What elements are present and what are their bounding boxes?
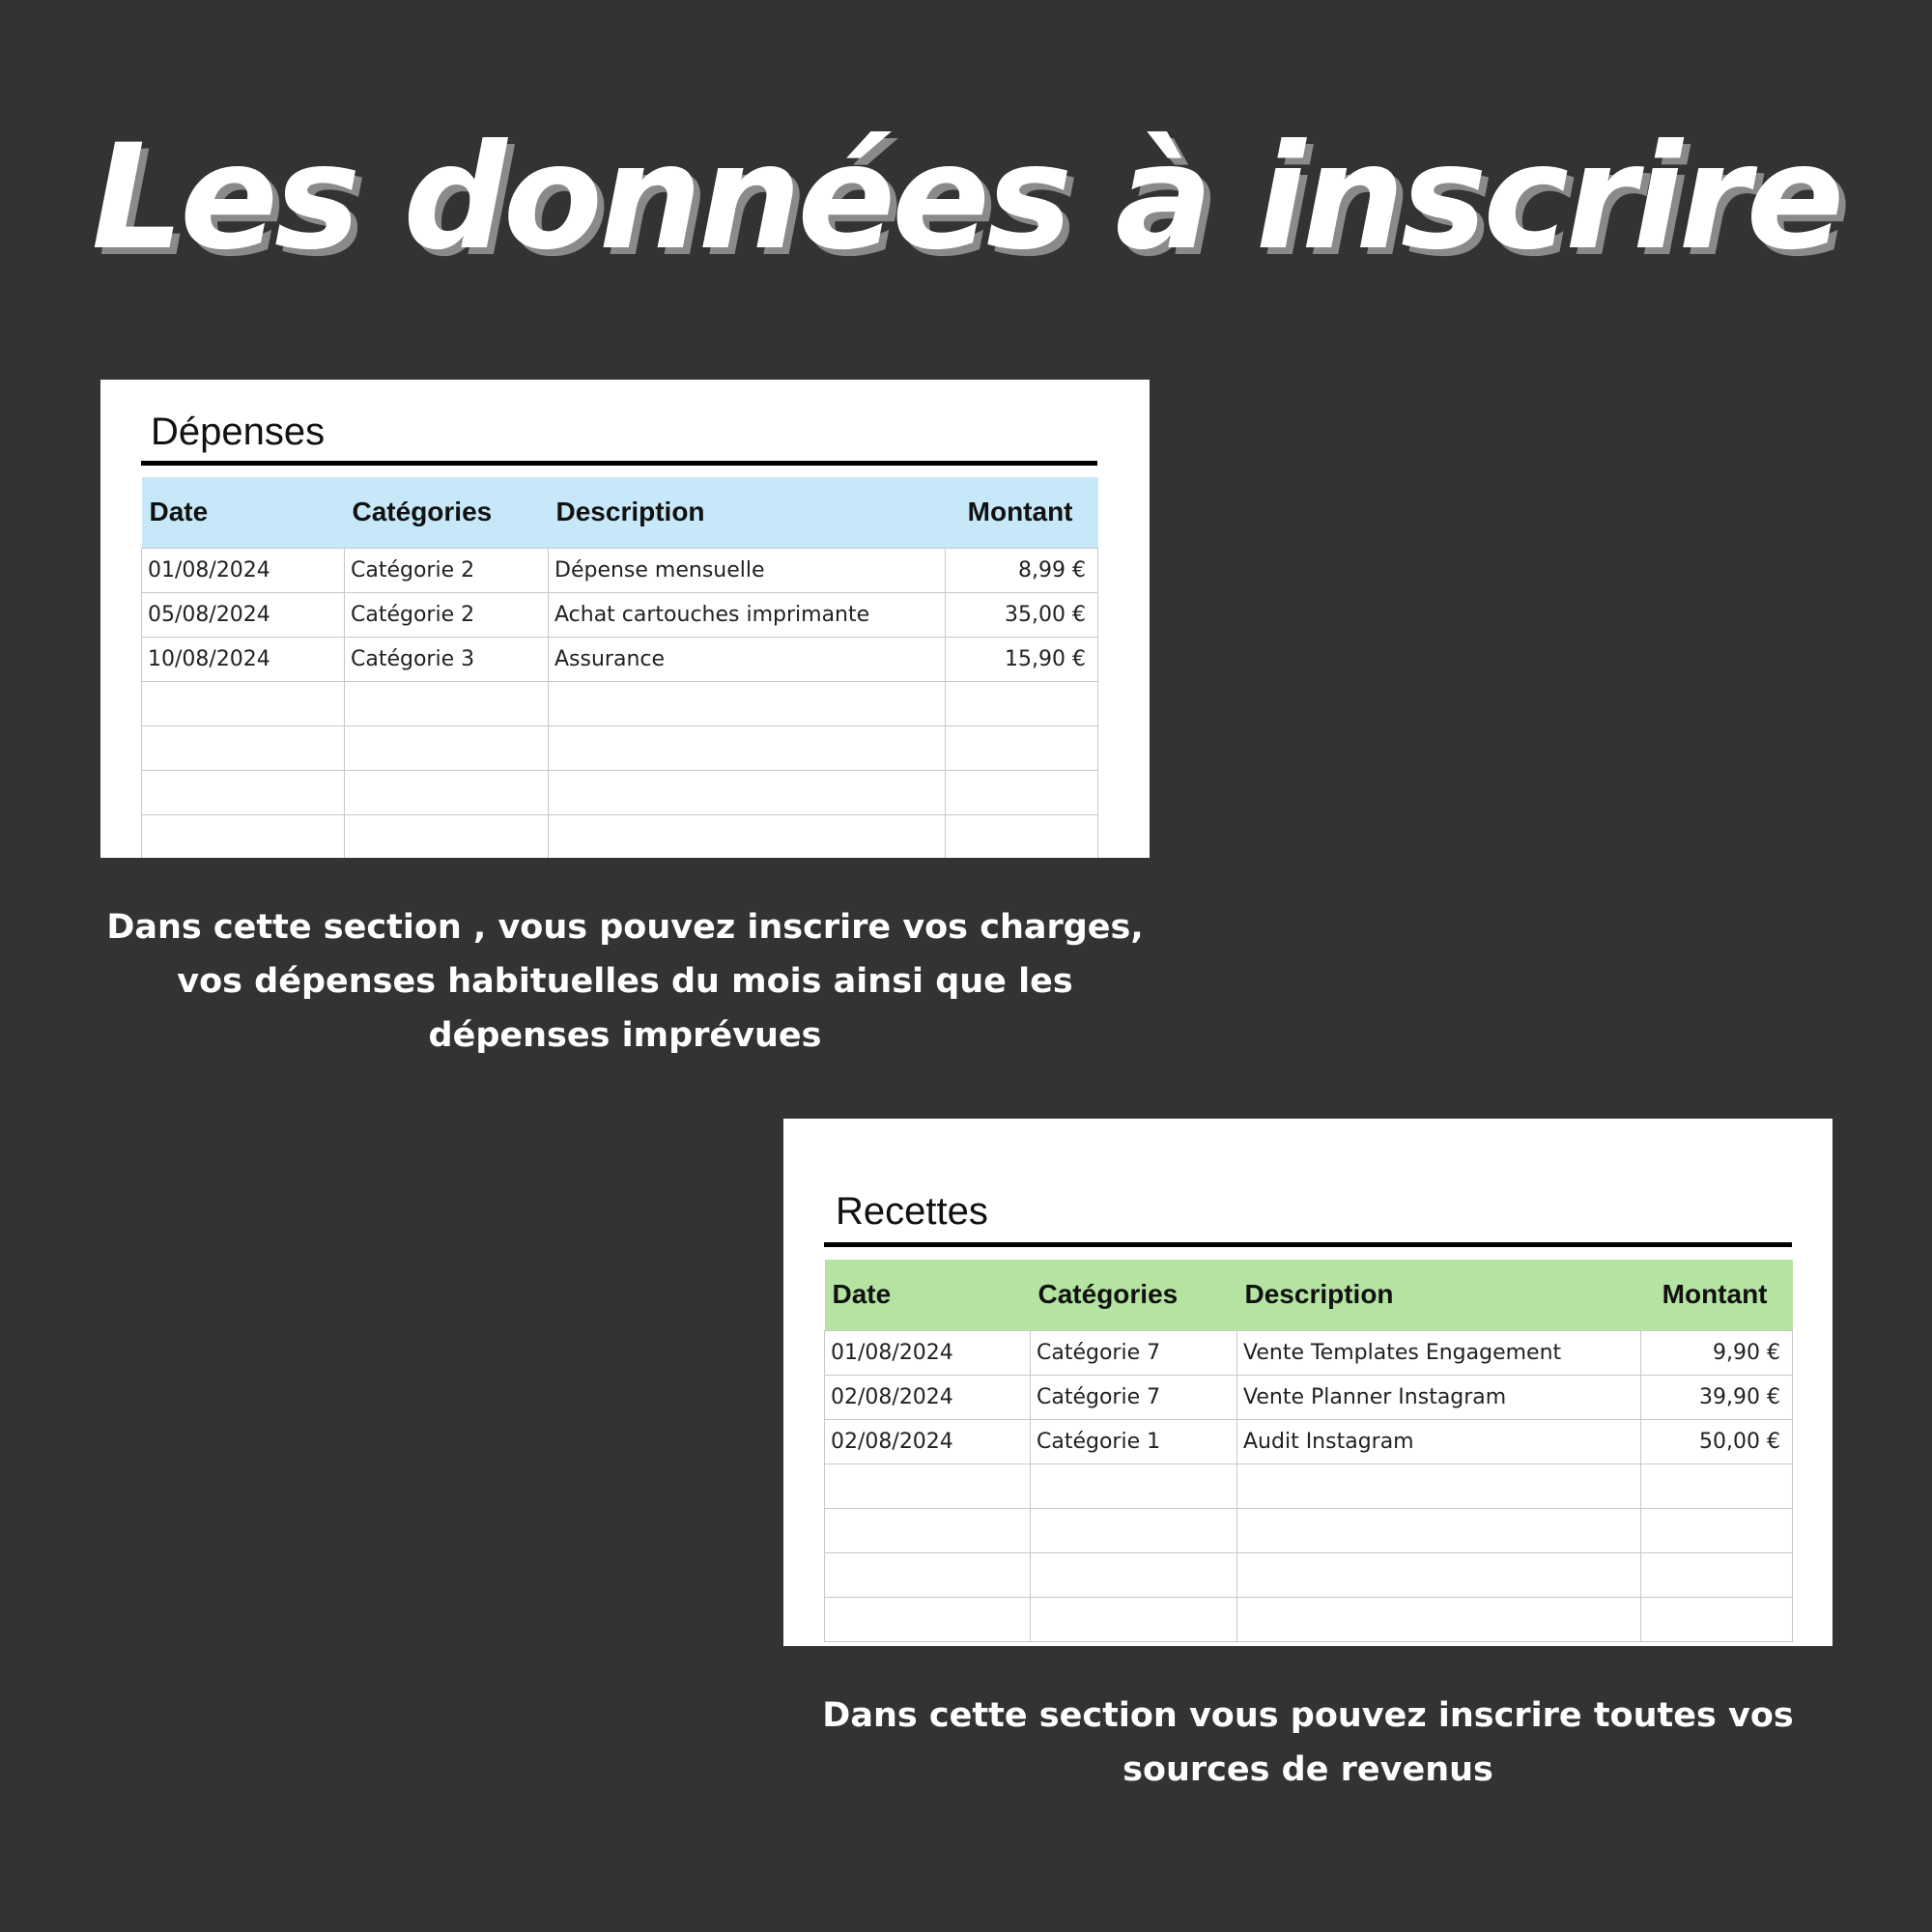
empty-cell	[549, 681, 946, 725]
empty-row	[142, 725, 1098, 770]
cell-amount: 15,90 €	[946, 637, 1098, 681]
cell-category: Catégorie 7	[1031, 1330, 1237, 1375]
column-header-date: Date	[832, 1279, 892, 1310]
cell-date: 05/08/2024	[142, 592, 345, 637]
page-title: Les données à inscrire	[91, 114, 1841, 282]
expenses-title-rule	[141, 461, 1097, 466]
column-header-amount: Montant	[967, 497, 1073, 527]
column-header-description: Description	[555, 497, 705, 527]
empty-cell	[1237, 1508, 1641, 1552]
empty-row	[825, 1463, 1793, 1508]
table-row	[142, 637, 1098, 681]
expenses-header-row	[142, 477, 1098, 548]
empty-cell	[345, 725, 549, 770]
empty-row	[142, 770, 1098, 814]
column-header-amount: Montant	[1662, 1279, 1768, 1310]
column-header-categories: Catégories	[1037, 1279, 1179, 1310]
empty-cell	[825, 1508, 1031, 1552]
empty-cell	[825, 1597, 1031, 1641]
empty-cell	[142, 814, 345, 858]
cell-date: 01/08/2024	[142, 548, 345, 592]
empty-cell	[1237, 1597, 1641, 1641]
cell-description: Dépense mensuelle	[549, 548, 946, 592]
empty-cell	[1031, 1597, 1237, 1641]
income-title-rule	[824, 1242, 1792, 1247]
empty-cell	[946, 814, 1098, 858]
cell-description: Vente Templates Engagement	[1237, 1330, 1641, 1375]
empty-row	[142, 814, 1098, 858]
empty-cell	[549, 725, 946, 770]
table-row	[825, 1419, 1793, 1463]
cell-date: 10/08/2024	[142, 637, 345, 681]
cell-description: Achat cartouches imprimante	[549, 592, 946, 637]
empty-cell	[1031, 1463, 1237, 1508]
empty-cell	[1641, 1463, 1793, 1508]
cell-category: Catégorie 3	[345, 637, 549, 681]
cell-category: Catégorie 2	[345, 592, 549, 637]
cell-date: 02/08/2024	[825, 1419, 1031, 1463]
cell-amount: 9,90 €	[1641, 1330, 1793, 1375]
cell-description: Vente Planner Instagram	[1237, 1375, 1641, 1419]
cell-category: Catégorie 2	[345, 548, 549, 592]
column-header-categories: Catégories	[352, 497, 493, 527]
cell-amount: 35,00 €	[946, 592, 1098, 637]
empty-cell	[825, 1463, 1031, 1508]
empty-cell	[549, 770, 946, 814]
empty-cell	[946, 725, 1098, 770]
table-row	[142, 548, 1098, 592]
expenses-table	[141, 477, 1098, 858]
expenses-sheet-screenshot	[100, 380, 1150, 858]
cell-category: Catégorie 1	[1031, 1419, 1237, 1463]
expenses-caption: Dans cette section , vous pouvez inscrire vos charges, vos dépenses habituelles du mois ainsi que les dépenses imprévues	[106, 908, 1144, 1055]
column-header-description: Description	[1244, 1279, 1394, 1310]
empty-cell	[345, 814, 549, 858]
empty-cell	[142, 681, 345, 725]
column-header-date: Date	[149, 497, 209, 527]
empty-cell	[946, 681, 1098, 725]
empty-cell	[946, 770, 1098, 814]
empty-cell	[1641, 1508, 1793, 1552]
cell-description: Audit Instagram	[1237, 1419, 1641, 1463]
empty-row	[142, 681, 1098, 725]
empty-cell	[1031, 1552, 1237, 1597]
cell-amount: 50,00 €	[1641, 1419, 1793, 1463]
income-caption: Dans cette section vous pouvez inscrire toutes vos sources de revenus	[822, 1696, 1794, 1789]
income-table	[824, 1260, 1793, 1642]
expenses-title: Dépenses	[151, 411, 326, 453]
empty-cell	[345, 770, 549, 814]
empty-cell	[1237, 1552, 1641, 1597]
table-row	[825, 1375, 1793, 1419]
table-row	[142, 592, 1098, 637]
income-header-row	[825, 1260, 1793, 1330]
cell-date: 01/08/2024	[825, 1330, 1031, 1375]
empty-cell	[1031, 1508, 1237, 1552]
cell-date: 02/08/2024	[825, 1375, 1031, 1419]
income-title: Recettes	[836, 1190, 988, 1233]
cell-amount: 8,99 €	[946, 548, 1098, 592]
empty-cell	[1237, 1463, 1641, 1508]
cell-category: Catégorie 7	[1031, 1375, 1237, 1419]
empty-row	[825, 1597, 1793, 1641]
empty-cell	[1641, 1597, 1793, 1641]
cell-amount: 39,90 €	[1641, 1375, 1793, 1419]
empty-cell	[345, 681, 549, 725]
empty-cell	[549, 814, 946, 858]
cell-description: Assurance	[549, 637, 946, 681]
empty-cell	[1641, 1552, 1793, 1597]
empty-row	[825, 1508, 1793, 1552]
empty-row	[825, 1552, 1793, 1597]
table-row	[825, 1330, 1793, 1375]
empty-cell	[142, 770, 345, 814]
empty-cell	[825, 1552, 1031, 1597]
empty-cell	[142, 725, 345, 770]
income-sheet-screenshot	[783, 1119, 1833, 1646]
